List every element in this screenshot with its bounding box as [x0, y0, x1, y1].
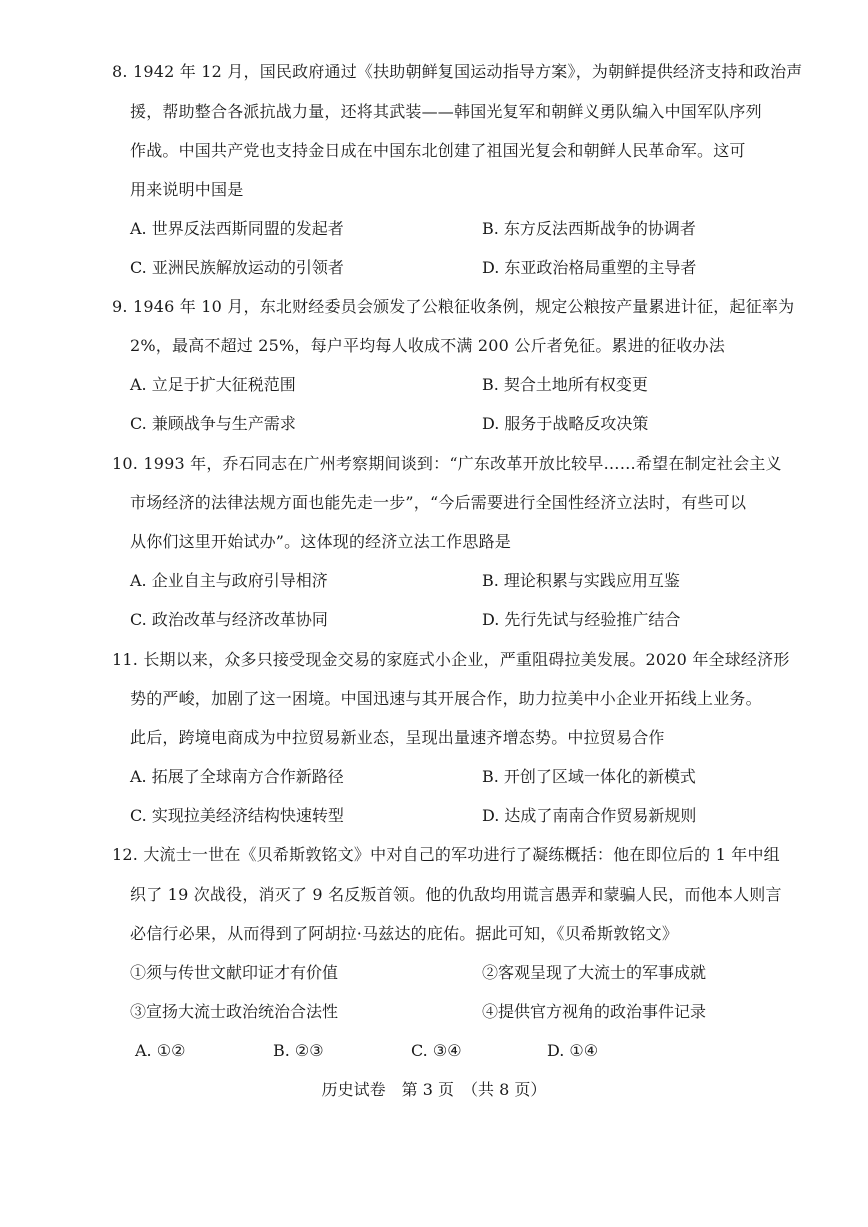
- question-text-line: 8. 1942 年 12 月，国民政府通过《扶助朝鲜复国运动指导方案》，为朝鲜提供经济支持和政治声: [112, 62, 803, 81]
- question-text-line: 10. 1993 年，乔石同志在广州考察期间谈到：“广东改革开放比较早……希望在制定社会主义: [112, 454, 782, 473]
- option-a: A. 世界反法西斯同盟的发起者: [130, 219, 344, 238]
- option-a: A. 企业自主与政府引导相济: [130, 571, 328, 590]
- statement-4: ④提供官方视角的政治事件记录: [482, 1002, 707, 1021]
- question-text-line: 市场经济的法律法规方面也能先走一步”，“今后需要进行全国性经济立法时，有些可以: [130, 493, 747, 512]
- option-b: B. 契合土地所有权变更: [482, 375, 648, 394]
- question-text-line: 用来说明中国是: [130, 180, 244, 199]
- statement-2: ②客观呈现了大流士的军事成就: [482, 963, 707, 982]
- question-text-line: 势的严峻，加剧了这一困境。中国迅速与其开展合作，助力拉美中小企业开拓线上业务。: [130, 689, 762, 708]
- question-text-line: 此后，跨境电商成为中拉贸易新业态，呈现出量速齐增态势。中拉贸易合作: [130, 728, 665, 747]
- option-c: C. 兼顾战争与生产需求: [130, 414, 296, 433]
- question-text-line: 作战。中国共产党也支持金日成在中国东北创建了祖国光复会和朝鲜人民革命军。这可: [130, 141, 746, 160]
- option-d: D. 服务于战略反攻决策: [482, 414, 649, 433]
- option-d: D. 先行先试与经验推广结合: [482, 610, 681, 629]
- statement-3: ③宣扬大流士政治统治合法性: [130, 1002, 339, 1021]
- question-text-line: 11. 长期以来，众多只接受现金交易的家庭式小企业，严重阻碍拉美发展。2020 年全球经济形: [112, 650, 790, 669]
- question-text-line: 12. 大流士一世在《贝希斯敦铭文》中对自己的军功进行了凝练概括：他在即位后的 1 年中组: [112, 845, 780, 864]
- option-d: D. 达成了南南合作贸易新规则: [482, 806, 697, 825]
- option-b: B. 开创了区域一体化的新模式: [482, 767, 696, 786]
- question-text-line: 9. 1946 年 10 月，东北财经委员会颁发了公粮征收条例，规定公粮按产量累进计征，起征率为: [112, 297, 795, 316]
- option-a: A. 拓展了全球南方合作新路径: [130, 767, 344, 786]
- option-d: D. 东亚政治格局重塑的主导者: [482, 258, 697, 277]
- question-text-line: 援，帮助整合各派抗战力量，还将其武装——韩国光复军和朝鲜义勇队编入中国军队序列: [130, 102, 762, 121]
- question-text-line: 织了 19 次战役，消灭了 9 名反叛首领。他的仇敌均用谎言愚弄和蒙骗人民，而他本人则言: [130, 885, 782, 904]
- option-b: B. 理论积累与实践应用互鉴: [482, 571, 680, 590]
- option-b: B. 东方反法西斯战争的协调者: [482, 219, 696, 238]
- option-a: A. ①②: [135, 1041, 186, 1060]
- page-footer: 历史试卷 第 3 页 （共 8 页）: [321, 1080, 547, 1099]
- option-c: C. 实现拉美经济结构快速转型: [130, 806, 344, 825]
- question-text-line: 从你们这里开始试办”。这体现的经济立法工作思路是: [130, 532, 511, 551]
- option-c: C. 政治改革与经济改革协同: [130, 610, 328, 629]
- option-c: C. ③④: [411, 1041, 462, 1060]
- option-a: A. 立足于扩大征税范围: [130, 375, 296, 394]
- option-c: C. 亚洲民族解放运动的引领者: [130, 258, 344, 277]
- option-b: B. ②③: [273, 1041, 324, 1060]
- option-d: D. ①④: [547, 1041, 599, 1060]
- question-text-line: 2%，最高不超过 25%，每户平均每人收成不满 200 公斤者免征。累进的征收办法: [130, 336, 725, 355]
- statement-1: ①须与传世文献印证才有价值: [130, 963, 339, 982]
- question-text-line: 必信行必果，从而得到了阿胡拉·马兹达的庇佑。据此可知，《贝希斯敦铭文》: [130, 924, 679, 943]
